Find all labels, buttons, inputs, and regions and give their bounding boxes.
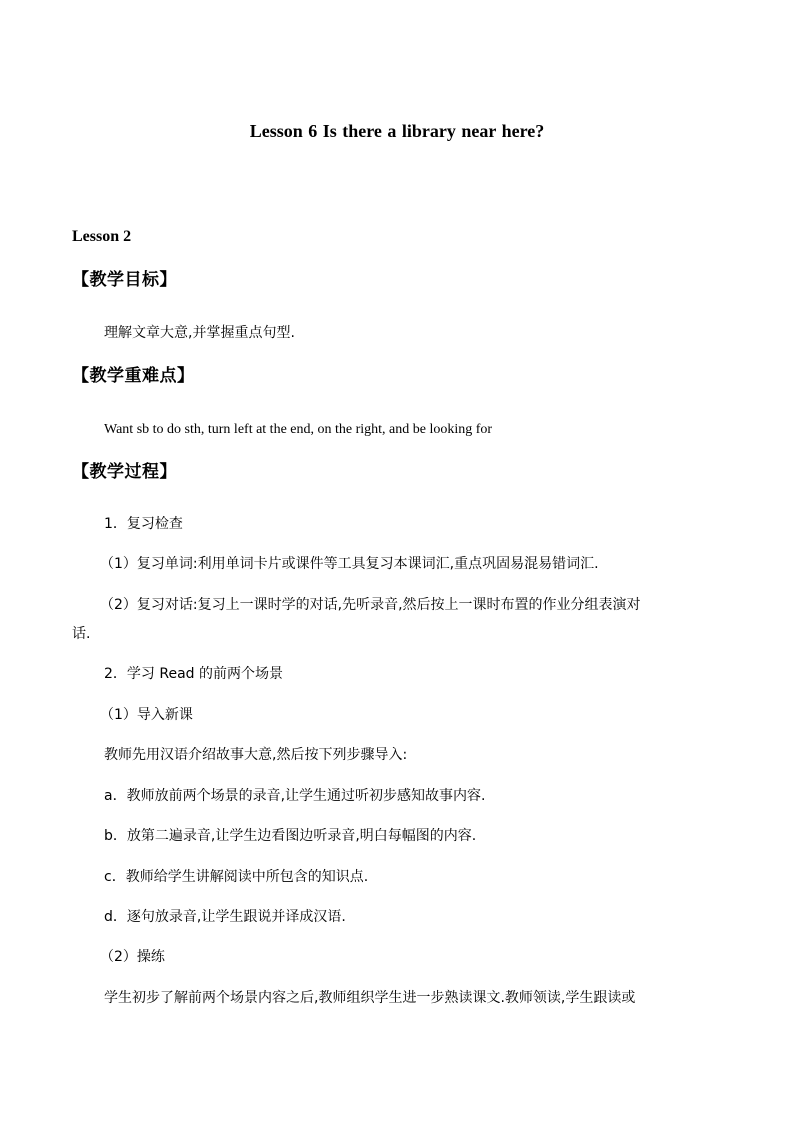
document-title: Lesson 6 Is there a library near here? [249,121,545,141]
process-line: c．教师给学生讲解阅读中所包含的知识点. [104,869,369,885]
process-line: （2）复习对话:复习上一课时学的对话,先听录音,然后按上一课时布置的作业分组表演对 [100,597,641,613]
process-line: （1）复习单词:利用单词卡片或课件等工具复习本课词汇,重点巩固易混易错词汇. [100,556,599,572]
process-line: d．逐句放录音,让学生跟说并译成汉语. [104,909,346,925]
objectives-text: 理解文章大意,并掌握重点句型. [104,325,295,341]
key-points-text: Want sb to do sth, turn left at the end, on the right, and be looking for [104,422,493,437]
process-heading: 【教学过程】 [72,462,177,482]
process-line: （1）导入新课 [100,707,193,723]
key-points-heading: 【教学重难点】 [72,366,195,386]
process-line: 学生初步了解前两个场景内容之后,教师组织学生进一步熟读课文.教师领读,学生跟读或 [104,990,636,1006]
process-line: 2．学习 Read 的前两个场景 [104,666,283,682]
lesson-subtitle: Lesson 2 [72,228,132,245]
process-line: 教师先用汉语介绍故事大意,然后按下列步骤导入: [104,747,408,763]
objectives-heading: 【教学目标】 [72,270,177,290]
process-line: 话. [72,626,91,642]
process-line: b．放第二遍录音,让学生边看图边听录音,明白每幅图的内容. [104,828,477,844]
process-line: （2）操练 [100,949,165,965]
process-line: a．教师放前两个场景的录音,让学生通过听初步感知故事内容. [104,788,486,804]
process-line: 1．复习检查 [104,516,183,532]
